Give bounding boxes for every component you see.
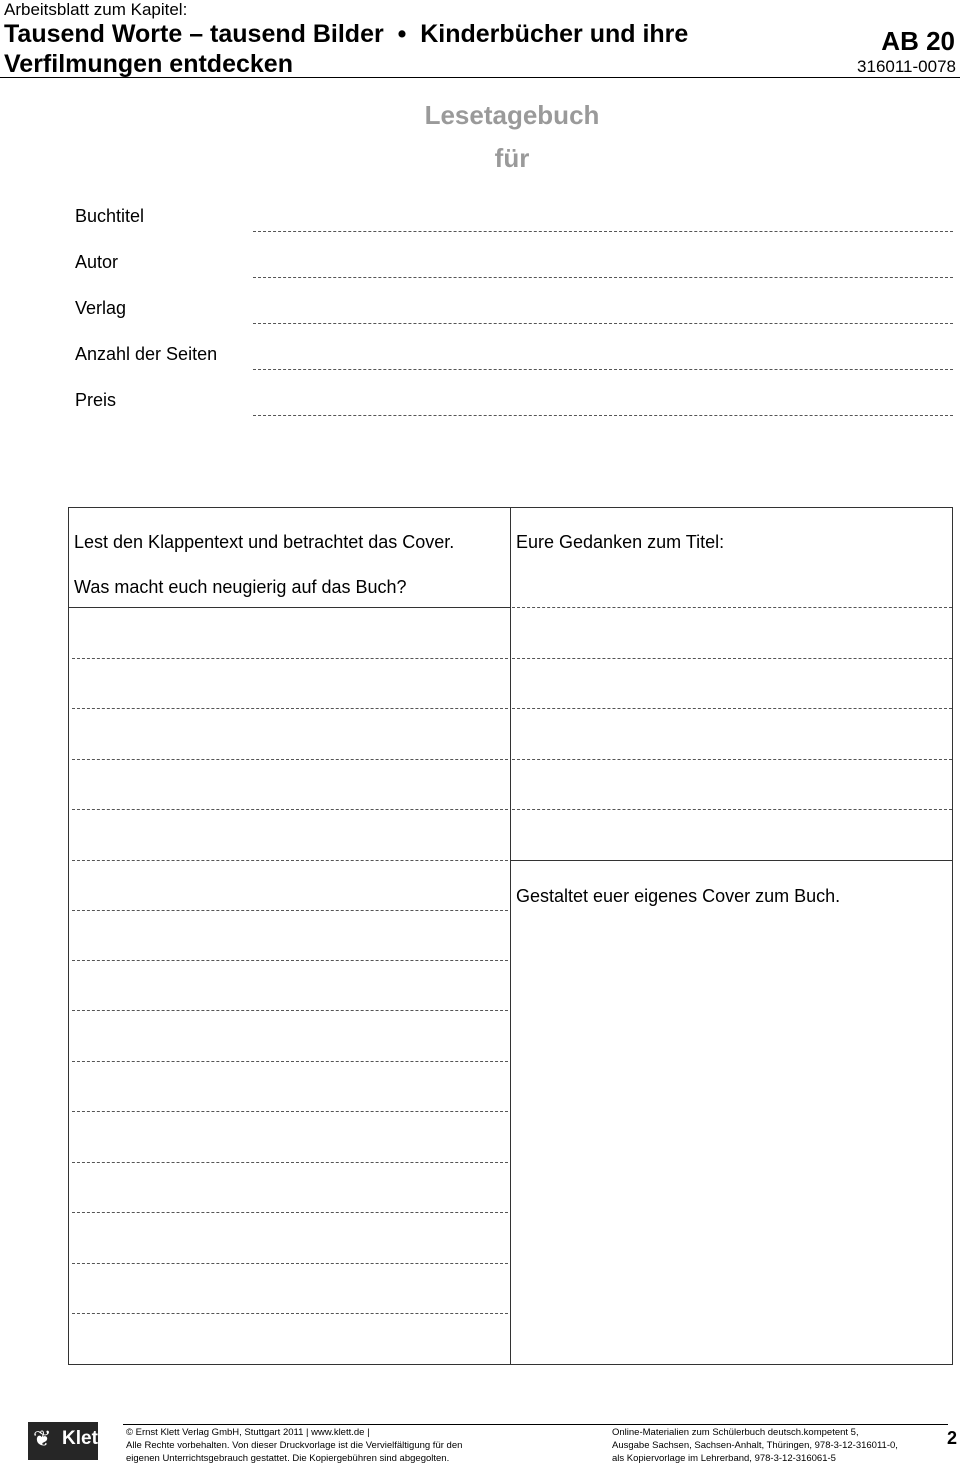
field-label-book-title: Buchtitel	[75, 206, 145, 226]
curiosity-line[interactable]	[72, 708, 508, 709]
footer-copyright	[126, 1426, 462, 1465]
curiosity-line[interactable]	[72, 1263, 508, 1264]
cover-section-separator	[510, 860, 953, 861]
field-label-price: Preis	[75, 390, 117, 410]
curiosity-line[interactable]	[72, 860, 508, 861]
box-divider	[510, 507, 511, 1365]
footer-right-line2: Ausgabe Sachsen, Sachsen-Anhalt, Thüringen, 978-3-12-316011-0,	[612, 1440, 898, 1451]
curiosity-line[interactable]	[72, 910, 508, 911]
field-line-publisher[interactable]	[253, 323, 953, 324]
curiosity-line[interactable]	[72, 759, 508, 760]
worksheet-title-line1: Tausend Worte – tausend Bilder • Kinderbücher und ihre	[4, 20, 689, 48]
title-thoughts-line[interactable]	[512, 809, 952, 810]
cover-drawing-area[interactable]	[512, 910, 952, 1363]
field-line-author[interactable]	[253, 277, 953, 278]
curiosity-line[interactable]	[72, 1313, 508, 1314]
field-line-price[interactable]	[253, 415, 953, 416]
diary-title: Lesetagebuch	[424, 100, 600, 130]
page-number: 2	[946, 1428, 957, 1448]
footer-left-line1: © Ernst Klett Verlag GmbH, Stuttgart 2011 | www.klett.de |	[126, 1427, 370, 1438]
left-question-1: Lest den Klappentext und betrachtet das Cover.	[74, 532, 455, 552]
left-question-separator	[68, 607, 510, 608]
header-rule	[0, 77, 960, 78]
sheet-id: AB 20	[881, 26, 955, 56]
curiosity-line[interactable]	[72, 1212, 508, 1213]
field-label-publisher: Verlag	[75, 298, 127, 318]
worksheet-title-line2: Verfilmungen entdecken	[4, 50, 293, 78]
footer-rule	[123, 1424, 948, 1425]
diary-for-label: für	[494, 143, 530, 173]
footer-right-line3: als Kopiervorlage im Lehrerband, 978-3-12-316061-5	[612, 1453, 836, 1464]
title-thoughts-line[interactable]	[512, 708, 952, 709]
klett-leaf-icon: ❦	[33, 1426, 52, 1451]
title-thoughts-line[interactable]	[512, 658, 952, 659]
curiosity-line[interactable]	[72, 960, 508, 961]
curiosity-line[interactable]	[72, 1162, 508, 1163]
right-question-1: Eure Gedanken zum Titel:	[516, 532, 725, 552]
curiosity-line[interactable]	[72, 1111, 508, 1112]
footer-source	[612, 1426, 898, 1465]
curiosity-line[interactable]	[72, 809, 508, 810]
curiosity-line[interactable]	[72, 1061, 508, 1062]
worksheet-title	[4, 19, 688, 79]
curiosity-line[interactable]	[72, 658, 508, 659]
right-question-2: Gestaltet euer eigenes Cover zum Buch.	[516, 886, 841, 906]
field-line-book-title[interactable]	[253, 231, 953, 232]
footer-left-line2: Alle Rechte vorbehalten. Von dieser Druckvorlage ist die Vervielfältigung für den	[126, 1440, 463, 1451]
left-question-2: Was macht euch neugierig auf das Buch?	[74, 577, 407, 597]
title-thoughts-line[interactable]	[512, 607, 952, 608]
title-thoughts-line[interactable]	[512, 759, 952, 760]
curiosity-line[interactable]	[72, 1010, 508, 1011]
worksheet-kicker: Arbeitsblatt zum Kapitel:	[4, 0, 188, 19]
sheet-code: 316011-0078	[857, 57, 956, 76]
field-label-author: Autor	[75, 252, 119, 272]
field-line-page-count[interactable]	[253, 369, 953, 370]
field-label-page-count: Anzahl der Seiten	[75, 344, 218, 364]
footer-right-line1: Online-Materialien zum Schülerbuch deutsch.kompetent 5,	[612, 1427, 859, 1438]
klett-logo-text: Klett	[62, 1428, 105, 1449]
footer-left-line3: eigenen Unterrichtsgebrauch gestattet. Die Kopiergebühren sind abgegolten.	[126, 1453, 450, 1464]
